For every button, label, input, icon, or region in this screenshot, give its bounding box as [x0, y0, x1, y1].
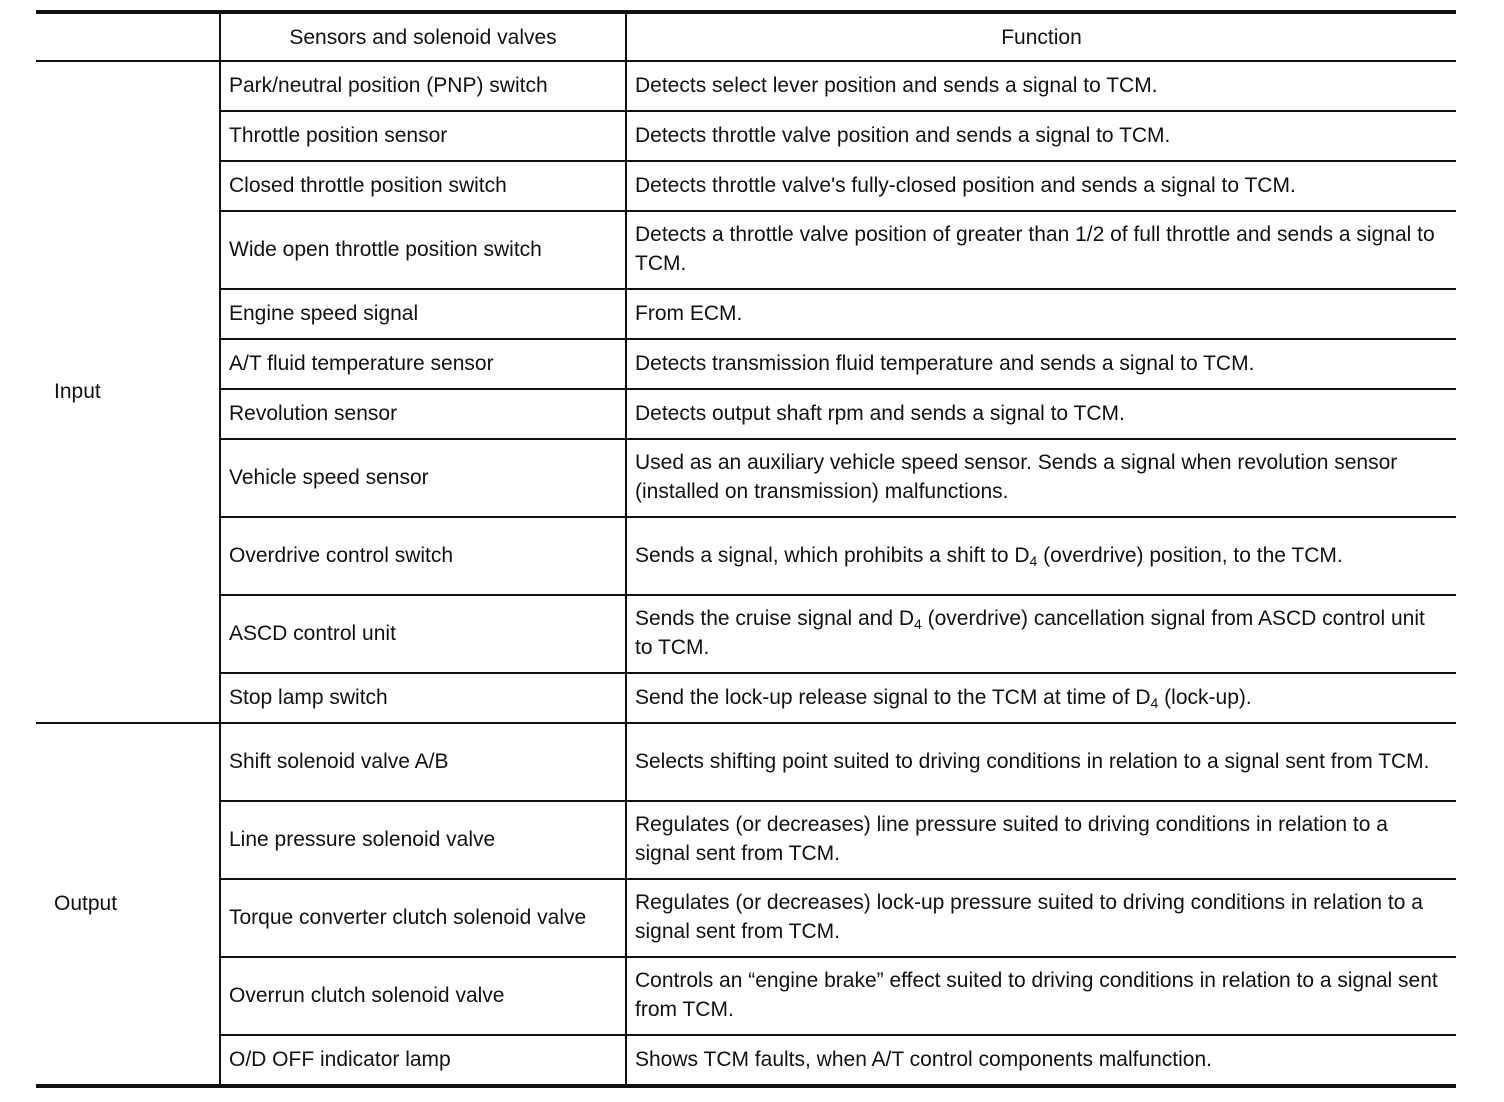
table-row [36, 517, 1456, 595]
sensor-name: Closed throttle position switch [220, 161, 626, 211]
function-text: Shows TCM faults, when A/T control components malfunction. [626, 1035, 1456, 1086]
function-text-post: (overdrive) cancellation signal from ASCD control unit to TCM. [635, 607, 1425, 659]
function-text: Detects transmission fluid temperature and sends a signal to TCM. [626, 339, 1456, 389]
function-text: Detects throttle valve's fully-closed position and sends a signal to TCM. [626, 161, 1456, 211]
function-text: Selects shifting point suited to driving conditions in relation to a signal sent from TCM. [626, 723, 1456, 801]
function-text: Detects select lever position and sends a signal to TCM. [626, 61, 1456, 111]
table-row [36, 957, 1456, 1035]
sensor-name: A/T fluid temperature sensor [220, 339, 626, 389]
table-row [36, 161, 1456, 211]
group-label-output: Output [36, 723, 220, 1086]
table-row [36, 801, 1456, 879]
function-subscript: 4 [1150, 694, 1159, 711]
solenoid-name: Torque converter clutch solenoid valve [220, 879, 626, 957]
table-row [36, 1035, 1456, 1086]
function-text [626, 517, 1456, 595]
header-category [36, 12, 220, 61]
function-text-post: (lock-up). [1158, 685, 1252, 709]
sensor-name: ASCD control unit [220, 595, 626, 673]
table-row [36, 879, 1456, 957]
header-sensors: Sensors and solenoid valves [220, 12, 626, 61]
function-text-pre: Sends a signal, which prohibits a shift to D [635, 543, 1030, 567]
function-text: Controls an “engine brake” effect suited to driving conditions in relation to a signal sent from TCM. [626, 957, 1456, 1035]
group-label-input: Input [36, 61, 220, 723]
function-subscript: 4 [914, 616, 922, 632]
sensor-name: Overdrive control switch [220, 517, 626, 595]
table-row [36, 595, 1456, 673]
sensor-name: Throttle position sensor [220, 111, 626, 161]
table-row [36, 673, 1456, 723]
function-text: Regulates (or decreases) lock-up pressure suited to driving conditions in relation to a signal sent from TCM. [626, 879, 1456, 957]
function-text-pre: Send the lock-up release signal to the TCM at time of D [635, 685, 1151, 709]
table-row [36, 289, 1456, 339]
function-text: Detects throttle valve position and sends a signal to TCM. [626, 111, 1456, 161]
function-text: Used as an auxiliary vehicle speed sensor. Sends a signal when revolution sensor (installed on transmission) malfunctions. [626, 439, 1456, 517]
function-text: Regulates (or decreases) line pressure suited to driving conditions in relation to a signal sent from TCM. [626, 801, 1456, 879]
function-text [626, 673, 1456, 723]
sensor-name: Vehicle speed sensor [220, 439, 626, 517]
function-text: From ECM. [626, 289, 1456, 339]
function-subscript: 4 [1029, 552, 1038, 569]
table-row [36, 111, 1456, 161]
function-text-pre: Sends the cruise signal and D [635, 607, 914, 630]
function-text: Detects output shaft rpm and sends a signal to TCM. [626, 389, 1456, 439]
function-text-post: (overdrive) position, to the TCM. [1037, 543, 1343, 567]
table-row [36, 439, 1456, 517]
header-function: Function [626, 12, 1456, 61]
solenoid-name: Overrun clutch solenoid valve [220, 957, 626, 1035]
sensor-function-table [36, 10, 1456, 1088]
function-text [626, 595, 1456, 673]
table-row [36, 61, 1456, 111]
sensor-function-table-container [36, 10, 1456, 1088]
solenoid-name: Line pressure solenoid valve [220, 801, 626, 879]
solenoid-name: O/D OFF indicator lamp [220, 1035, 626, 1086]
sensor-name: Park/neutral position (PNP) switch [220, 61, 626, 111]
table-row [36, 211, 1456, 289]
table-row [36, 339, 1456, 389]
solenoid-name: Shift solenoid valve A/B [220, 723, 626, 801]
sensor-name: Engine speed signal [220, 289, 626, 339]
function-text: Detects a throttle valve position of greater than 1/2 of full throttle and sends a signal to TCM. [626, 211, 1456, 289]
sensor-name: Stop lamp switch [220, 673, 626, 723]
table-row [36, 723, 1456, 801]
sensor-name: Revolution sensor [220, 389, 626, 439]
header-row [36, 12, 1456, 61]
sensor-name: Wide open throttle position switch [220, 211, 626, 289]
table-row [36, 389, 1456, 439]
